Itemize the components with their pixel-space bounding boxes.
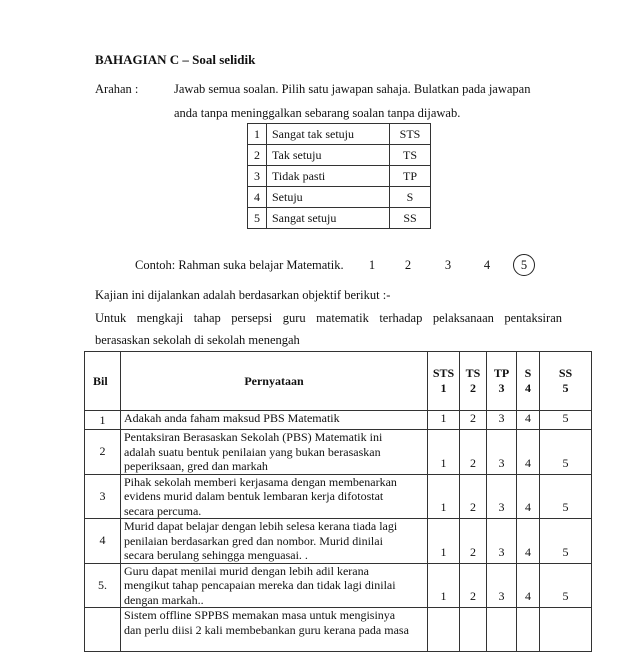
score-option[interactable]: 4 [517, 430, 540, 475]
table-row [85, 563, 592, 608]
score-option[interactable]: 3 [487, 519, 517, 564]
score-option[interactable]: 3 [487, 474, 517, 519]
statement-line: dengan markah.. [124, 592, 204, 607]
statement-line: Murid dapat belajar dengan lebih selesa kerana tiada lagi [124, 519, 398, 533]
score-option[interactable]: 1 [428, 411, 460, 430]
score-option[interactable]: 5 [540, 474, 592, 519]
statement [121, 474, 428, 519]
header-tp: TP 3 [487, 352, 517, 411]
score-option[interactable]: 5 [540, 430, 592, 475]
statement [121, 430, 428, 475]
score-option[interactable]: 3 [487, 430, 517, 475]
objective-intro: Kajian ini dijalankan adalah berdasarkan objektif berikut :- [95, 288, 391, 302]
scale-row [248, 187, 431, 208]
scale-row [248, 166, 431, 187]
statement-line: peperiksaan, gred dan markah [124, 459, 268, 473]
row-number: 5. [85, 563, 121, 608]
table-row [85, 411, 592, 430]
statement [121, 411, 428, 430]
scale-row [248, 145, 431, 166]
score-option[interactable]: 5 [540, 519, 592, 564]
score-option[interactable]: 2 [460, 430, 487, 475]
score-option[interactable]: 2 [460, 519, 487, 564]
table-row [85, 519, 592, 564]
score-option[interactable]: 4 [517, 474, 540, 519]
scale-desc: Tidak pasti [267, 166, 390, 187]
example-option-2: 2 [404, 258, 412, 272]
statement-line: dan perlu diisi 2 kali membebankan guru kerana pada masa [124, 622, 409, 637]
scale-row [248, 208, 431, 229]
scale-desc: Tak setuju [267, 145, 390, 166]
header-ss: SS 5 [540, 352, 592, 411]
scale-code: TP [390, 166, 431, 187]
example-answer-circle [513, 254, 535, 276]
score-option[interactable]: 1 [428, 430, 460, 475]
score-option[interactable]: 1 [428, 474, 460, 519]
scale-code: STS [390, 124, 431, 145]
scale-desc: Setuju [267, 187, 390, 208]
header-sts: STS 1 [428, 352, 460, 411]
instruction-line-1: Jawab semua soalan. Pilih satu jawapan sahaja. Bulatkan pada jawapan [174, 82, 531, 96]
objective-line-1: Untuk mengkaji tahap persepsi guru matematik terhadap pelaksanaan pentaksiran [95, 311, 562, 325]
statement-line: Sistem offline SPPBS memakan masa untuk mengisinya [124, 608, 396, 622]
statement-line: penilaian berdasarkan gred dan nombor. Murid dinilai [124, 533, 383, 548]
score-option[interactable]: 2 [460, 563, 487, 608]
header-bil: Bil [85, 352, 121, 411]
score-option[interactable]: 3 [487, 411, 517, 430]
scale-num: 5 [248, 208, 267, 229]
statement-line: Pentaksiran Berasaskan Sekolah (PBS) Matematik ini [124, 430, 383, 444]
scale-num: 2 [248, 145, 267, 166]
example-option-5: 5 [520, 258, 528, 272]
statement [121, 519, 428, 564]
instruction-line-2: anda tanpa meninggalkan sebarang soalan tanpa dijawab. [174, 106, 461, 120]
row-number: 1 [85, 411, 121, 430]
scale-code: TS [390, 145, 431, 166]
questionnaire-table [84, 351, 592, 652]
row-number: 4 [85, 519, 121, 564]
statement-line: secara berulang sehingga menguasai. . [124, 548, 308, 562]
row-number: 2 [85, 430, 121, 475]
statement-line: Adakah anda faham maksud PBS Matematik [124, 411, 340, 425]
score-option[interactable]: 1 [428, 519, 460, 564]
statement-line: secara percuma. [124, 503, 202, 518]
scale-code: S [390, 187, 431, 208]
scale-row [248, 124, 431, 145]
header-pernyataan: Pernyataan [121, 352, 428, 411]
statement [121, 563, 428, 608]
score-option[interactable]: 4 [517, 563, 540, 608]
rating-scale-table [247, 123, 431, 229]
header-ts: TS 2 [460, 352, 487, 411]
scale-num: 4 [248, 187, 267, 208]
scale-num: 3 [248, 166, 267, 187]
example-text: Contoh: Rahman suka belajar Matematik. [135, 258, 344, 272]
scale-desc: Sangat tak setuju [267, 124, 390, 145]
statement-line: adalah suatu bentuk penilaian yang bukan berasaskan [124, 444, 381, 459]
score-option[interactable]: 3 [487, 563, 517, 608]
statement-line: evidens murid dalam bentuk lembaran kerja difotostat [124, 489, 384, 503]
table-header-row [85, 352, 592, 411]
scale-code: SS [390, 208, 431, 229]
example-option-4: 4 [483, 258, 491, 272]
score-option[interactable]: 1 [428, 563, 460, 608]
table-row [85, 430, 592, 475]
row-number: 3 [85, 474, 121, 519]
example-option-3: 3 [444, 258, 452, 272]
score-option[interactable]: 4 [517, 519, 540, 564]
statement-line: Pihak sekolah memberi kerjasama dengan membenarkan [124, 474, 397, 489]
scale-num: 1 [248, 124, 267, 145]
example-option-1: 1 [368, 258, 376, 272]
section-title: BAHAGIAN C – Soal selidik [95, 52, 256, 67]
score-option[interactable]: 2 [460, 474, 487, 519]
table-row [85, 474, 592, 519]
score-option[interactable]: 5 [540, 563, 592, 608]
score-option[interactable]: 5 [540, 411, 592, 430]
instruction-label: Arahan : [95, 82, 139, 96]
statement-line: Guru dapat menilai murid dengan lebih adil kerana [124, 563, 369, 578]
header-s: S 4 [517, 352, 540, 411]
statement-line: mengikut tahap pencapaian mereka dan tidak lagi dinilai [124, 578, 396, 592]
score-option[interactable]: 2 [460, 411, 487, 430]
scale-desc: Sangat setuju [267, 208, 390, 229]
score-option[interactable]: 4 [517, 411, 540, 430]
objective-line-2: berasaskan sekolah di sekolah menengah [95, 333, 300, 347]
